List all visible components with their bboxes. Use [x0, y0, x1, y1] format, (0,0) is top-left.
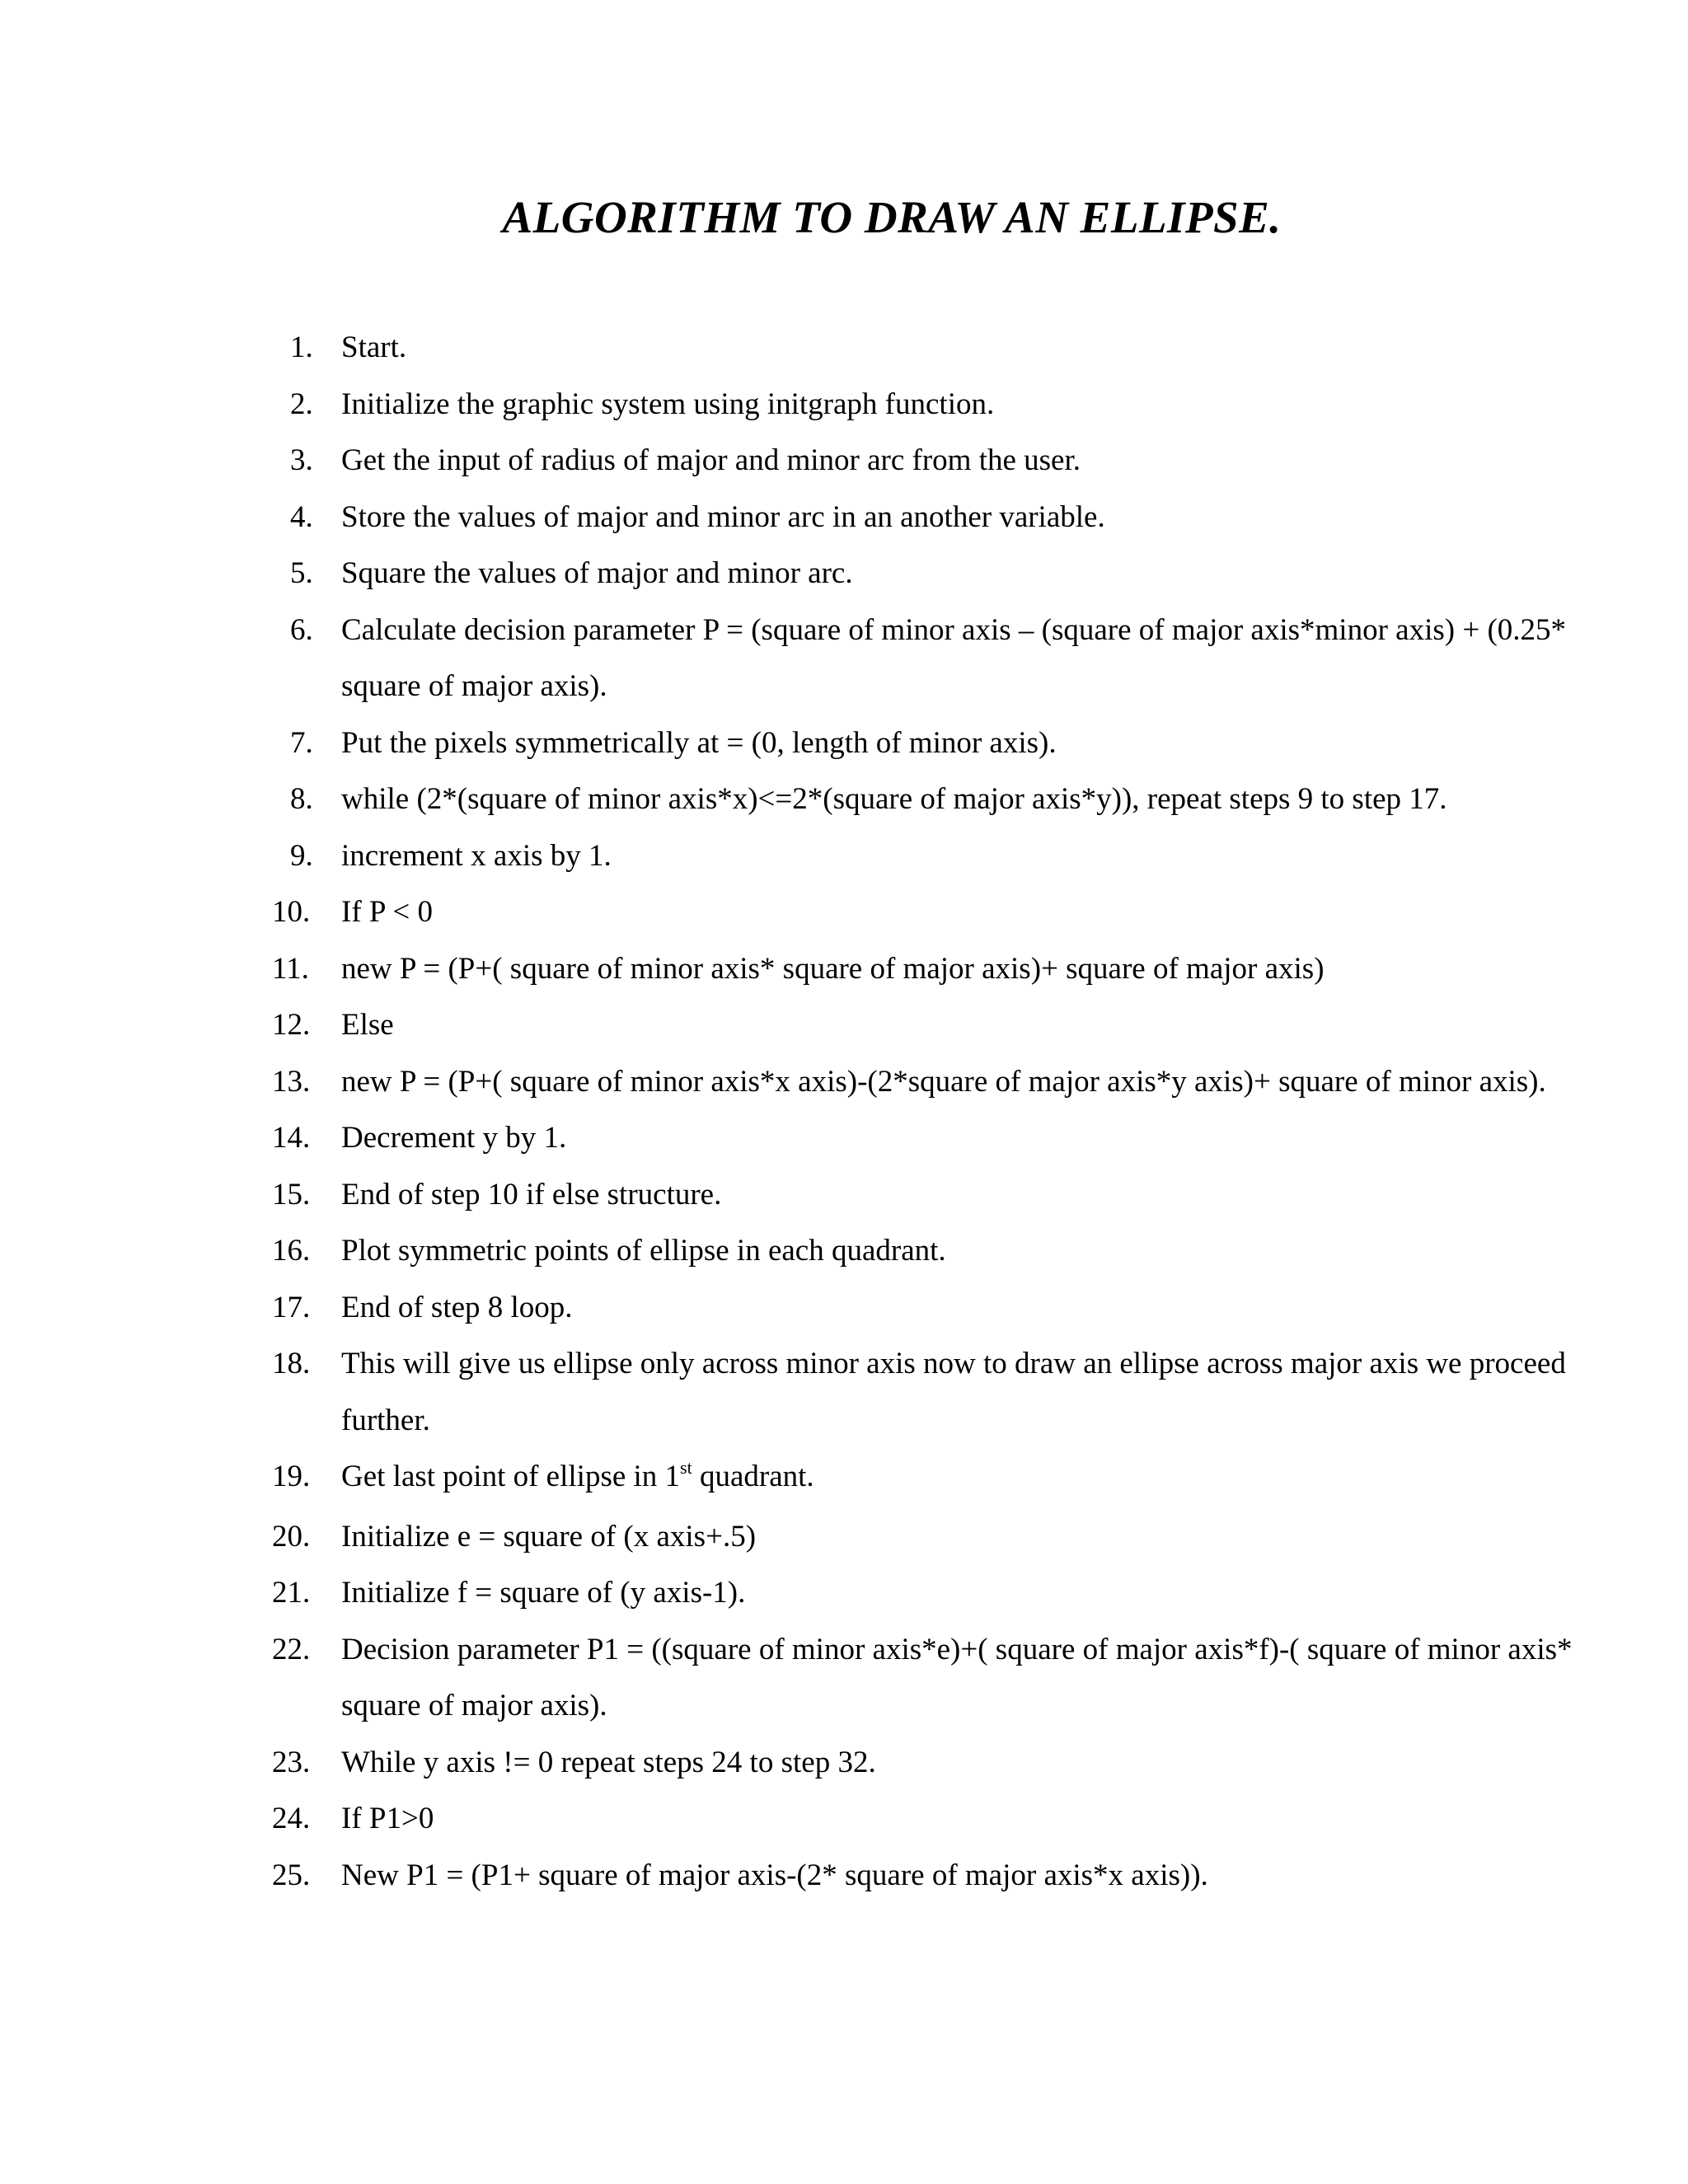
- step-text: Calculate decision parameter P = (square of minor axis – (square of major axis*minor axis) + (0.25* square of major axis).: [341, 612, 1567, 703]
- step-item-11: [272, 941, 1576, 998]
- step-item-8: [290, 771, 1576, 828]
- step-number: 13.: [272, 1064, 311, 1099]
- step-text: new P = (P+( square of minor axis*x axis)-(2*square of major axis*y axis)+ square of minor axis).: [341, 1064, 1546, 1099]
- step-item-15: [272, 1167, 1576, 1224]
- step-item-5: [290, 546, 1576, 602]
- step-item-23: [272, 1735, 1576, 1792]
- step-number: 17.: [272, 1290, 311, 1324]
- step-item-18: [272, 1336, 1576, 1449]
- step-number: 19.: [272, 1460, 311, 1493]
- step-number: 7.: [290, 725, 313, 760]
- step-item-12: [272, 997, 1576, 1054]
- step-number: 25.: [272, 1858, 311, 1892]
- step-number: 18.: [272, 1347, 311, 1380]
- step-number: 5.: [290, 556, 313, 590]
- step-text: Decrement y by 1.: [341, 1121, 567, 1155]
- step-number: 10.: [272, 895, 311, 929]
- step-number: 4.: [290, 499, 313, 534]
- step-text: increment x axis by 1.: [341, 838, 612, 873]
- algorithm-steps-list: [272, 320, 1576, 1904]
- step-item-25: [272, 1848, 1576, 1905]
- step-number: 3.: [290, 443, 313, 477]
- step-text: Initialize e = square of (x axis+.5): [341, 1519, 757, 1554]
- step-text: Initialize f = square of (y axis-1).: [341, 1576, 746, 1610]
- step-text: End of step 8 loop.: [341, 1290, 573, 1324]
- step-number: 8.: [290, 782, 313, 816]
- page-title: ALGORITHM TO DRAW AN ELLIPSE.: [502, 192, 1282, 242]
- step-text: Get the input of radius of major and minor arc from the user.: [341, 443, 1081, 477]
- step-text-after: quadrant.: [692, 1460, 814, 1493]
- step-item-1: [290, 320, 1576, 377]
- step-text: If P1>0: [341, 1802, 434, 1835]
- step-text: while (2*(square of minor axis*x)<=2*(square of major axis*y)), repeat steps 9 to step 17.: [341, 782, 1447, 816]
- step-item-16: [272, 1223, 1576, 1280]
- step-text: This will give us ellipse only across minor axis now to draw an ellipse across major axis we proceed further.: [341, 1347, 1566, 1437]
- step-number: 14.: [272, 1121, 311, 1155]
- step-text: If P < 0: [341, 895, 433, 929]
- step-number: 15.: [272, 1177, 311, 1212]
- step-text: Put the pixels symmetrically at = (0, length of minor axis).: [341, 725, 1057, 760]
- step-item-3: [290, 433, 1576, 490]
- step-number: 6.: [290, 612, 313, 647]
- step-number: 24.: [272, 1802, 311, 1835]
- step-text: [341, 1457, 814, 1493]
- step-item-19: [272, 1449, 1576, 1509]
- step-text: Store the values of major and minor arc in an another variable.: [341, 499, 1105, 534]
- step-item-24: [272, 1791, 1576, 1848]
- step-number: 12.: [272, 1008, 311, 1042]
- step-number: 11.: [272, 951, 309, 986]
- step-text-before: Get last point of ellipse in 1: [341, 1460, 681, 1493]
- step-number: 1.: [290, 330, 313, 364]
- step-item-20: [272, 1509, 1576, 1566]
- step-text: End of step 10 if else structure.: [341, 1177, 722, 1212]
- ordinal-superscript: st: [680, 1457, 692, 1478]
- step-item-21: [272, 1565, 1576, 1622]
- step-text: Decision parameter P1 = ((square of minor axis*e)+( square of major axis*f)-( square of minor axis* square of major axis).: [341, 1632, 1573, 1722]
- step-number: 2.: [290, 387, 313, 421]
- step-item-14: [272, 1110, 1576, 1167]
- step-item-10: [272, 884, 1576, 941]
- step-number: 20.: [272, 1519, 311, 1554]
- step-text: New P1 = (P1+ square of major axis-(2* square of major axis*x axis)).: [341, 1858, 1208, 1892]
- step-item-7: [290, 715, 1576, 772]
- step-item-13: [272, 1054, 1576, 1111]
- step-number: 23.: [272, 1745, 311, 1779]
- step-item-17: [272, 1280, 1576, 1337]
- step-number: 9.: [290, 838, 313, 873]
- step-text: Square the values of major and minor arc.: [341, 556, 853, 590]
- step-number: 21.: [272, 1576, 311, 1610]
- step-text: While y axis != 0 repeat steps 24 to step 32.: [341, 1745, 876, 1779]
- step-item-6: [290, 602, 1576, 715]
- step-text: Start.: [341, 330, 407, 364]
- step-text: new P = (P+( square of minor axis* square of major axis)+ square of major axis): [341, 951, 1325, 986]
- step-item-4: [290, 490, 1576, 546]
- step-text: Else: [341, 1008, 394, 1042]
- step-item-2: [290, 377, 1576, 434]
- step-item-9: [290, 828, 1576, 885]
- step-text: Initialize the graphic system using initgraph function.: [341, 387, 995, 421]
- step-number: 22.: [272, 1632, 311, 1666]
- step-item-22: [272, 1622, 1576, 1735]
- step-text: Plot symmetric points of ellipse in each quadrant.: [341, 1234, 946, 1268]
- step-number: 16.: [272, 1234, 311, 1268]
